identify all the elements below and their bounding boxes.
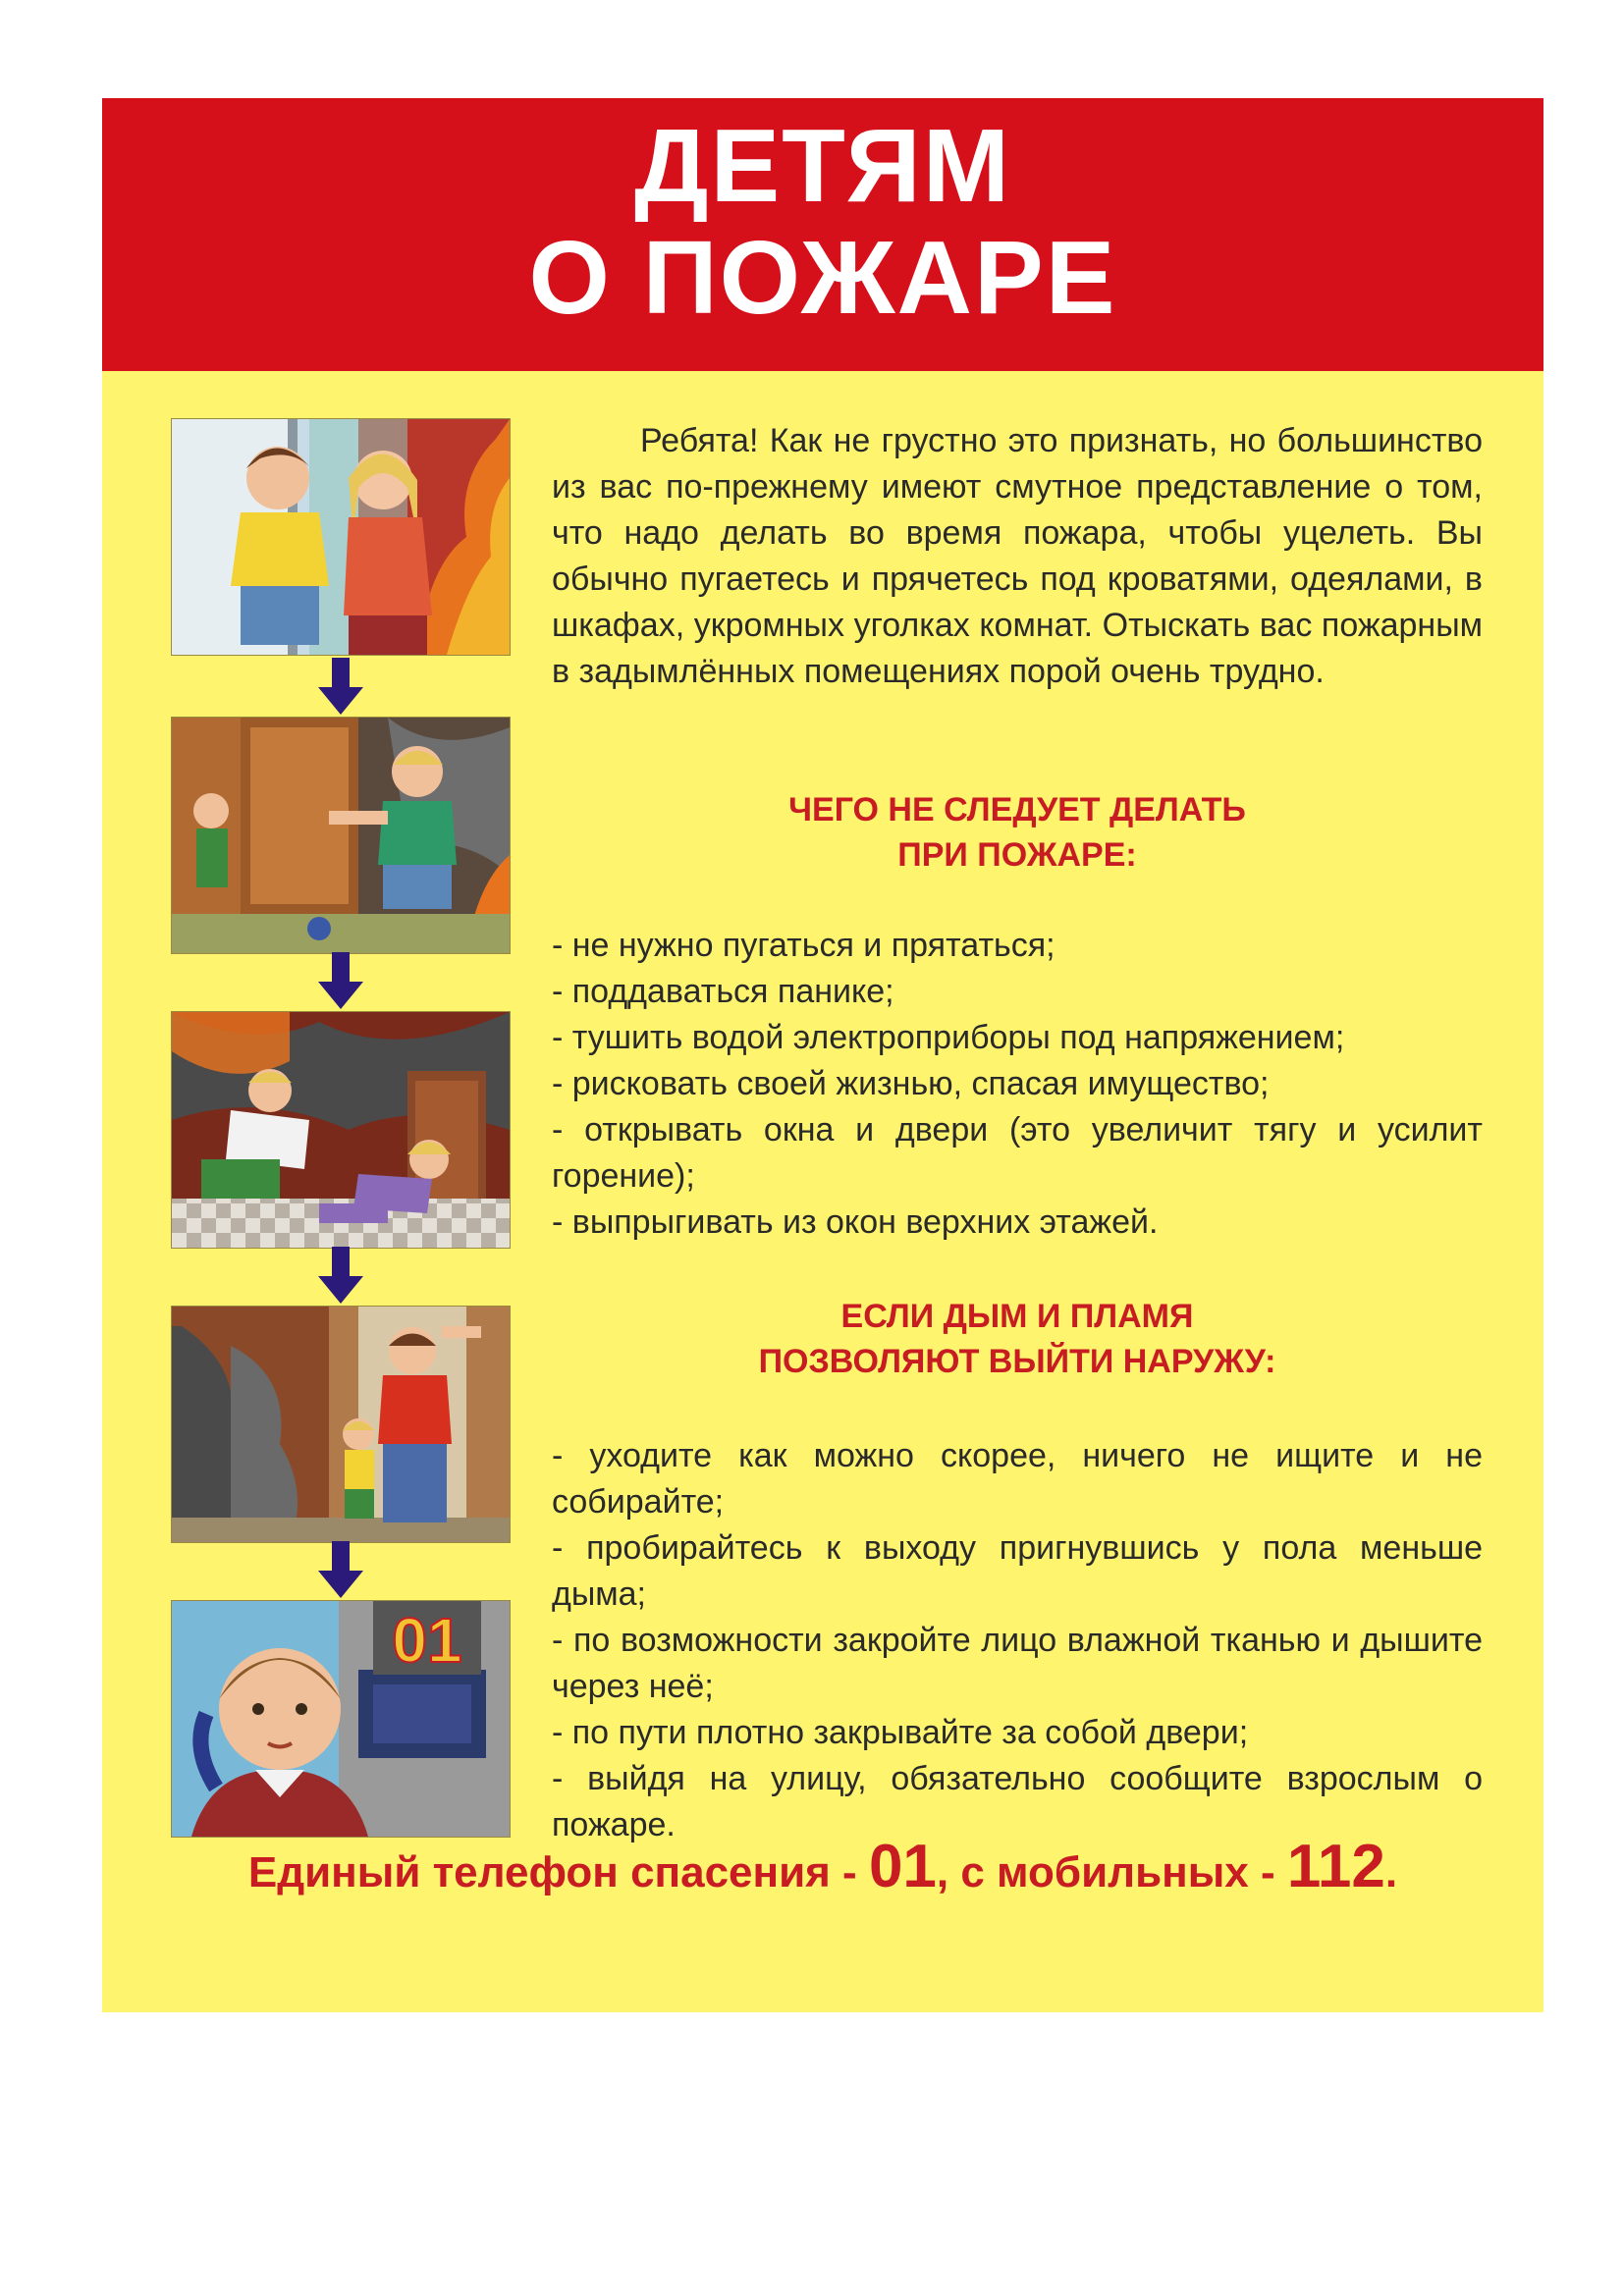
list-item: - по пути плотно закрывайте за собой двери; [552, 1714, 1249, 1751]
illustration-crawl-under-smoke [171, 1011, 511, 1249]
list-item: - тушить водой электроприборы под напряжением; [552, 1019, 1345, 1056]
list-item: - рисковать своей жизнью, спасая имущество; [552, 1065, 1270, 1102]
list-item: - не нужно пугаться и прятаться; [552, 927, 1056, 964]
section1-heading [552, 787, 1483, 878]
footer-prefix: Единый телефон спасения - [247, 1848, 869, 1896]
illustration-leave-through-door [171, 1306, 511, 1543]
poster-title-line2: О ПОЖАРЕ [528, 220, 1117, 336]
phone-number-01: 01 [868, 1833, 937, 1900]
section2-heading-line1: ЕСЛИ ДЫМ И ПЛАМЯ [840, 1298, 1194, 1335]
illustration-window-escape [171, 418, 511, 656]
section2-heading [552, 1294, 1483, 1384]
phone-number-112: 112 [1286, 1833, 1385, 1900]
escape-steps-list [552, 1433, 1483, 1848]
section2-heading-line2: ПОЗВОЛЯЮТ ВЫЙТИ НАРУЖУ: [758, 1343, 1276, 1380]
illustration-wardrobe-rescue [171, 717, 511, 954]
arrow-down-icon [318, 952, 363, 1009]
list-item: - пробирайтесь к выходу пригнувшись у пола меньше дыма; [552, 1529, 1483, 1613]
badge-number-text: 01 [392, 1605, 462, 1676]
illustration-phone-call [171, 1600, 511, 1838]
list-item: - поддаваться панике; [552, 973, 894, 1010]
poster-title-line1: ДЕТЯМ [633, 108, 1012, 224]
list-item: - выпрыгивать из окон верхних этажей. [552, 1203, 1159, 1241]
list-item: - выйдя на улицу, обязательно сообщите взрослым о пожаре. [552, 1760, 1483, 1843]
list-item: - открывать окна и двери (это увеличит тягу и усилит горение); [552, 1111, 1483, 1195]
intro-paragraph: Ребята! Как не грустно это признать, но большинство из вас по-прежнему имеют смутное представление о том, что надо делать во время пожара, чтобы уцелеть. Вы обычно пугаетесь и прячетесь под кроватями, одеялами, в шкафах, укромных уголках комнат. Отыскать вас пожарным в задымлённых помещениях порой очень трудно. [552, 422, 1483, 690]
poster-header [102, 98, 1543, 371]
list-item: - уходите как можно скорее, ничего не ищите и не собирайте; [552, 1437, 1483, 1521]
footer-suffix: . [1384, 1848, 1398, 1896]
list-item: - по возможности закройте лицо влажной тканью и дышите через неё; [552, 1622, 1483, 1705]
section1-heading-line2: ПРИ ПОЖАРЕ: [897, 836, 1137, 874]
footer-middle: , с мобильных - [936, 1848, 1287, 1896]
emergency-phone-footer [102, 1833, 1543, 1904]
fire-safety-poster [102, 98, 1543, 2012]
arrow-down-icon [318, 1247, 363, 1304]
arrow-down-icon [318, 1541, 363, 1598]
donts-list [552, 923, 1483, 1246]
section1-heading-line1: ЧЕГО НЕ СЛЕДУЕТ ДЕЛАТЬ [788, 791, 1246, 828]
arrow-down-icon [318, 658, 363, 715]
